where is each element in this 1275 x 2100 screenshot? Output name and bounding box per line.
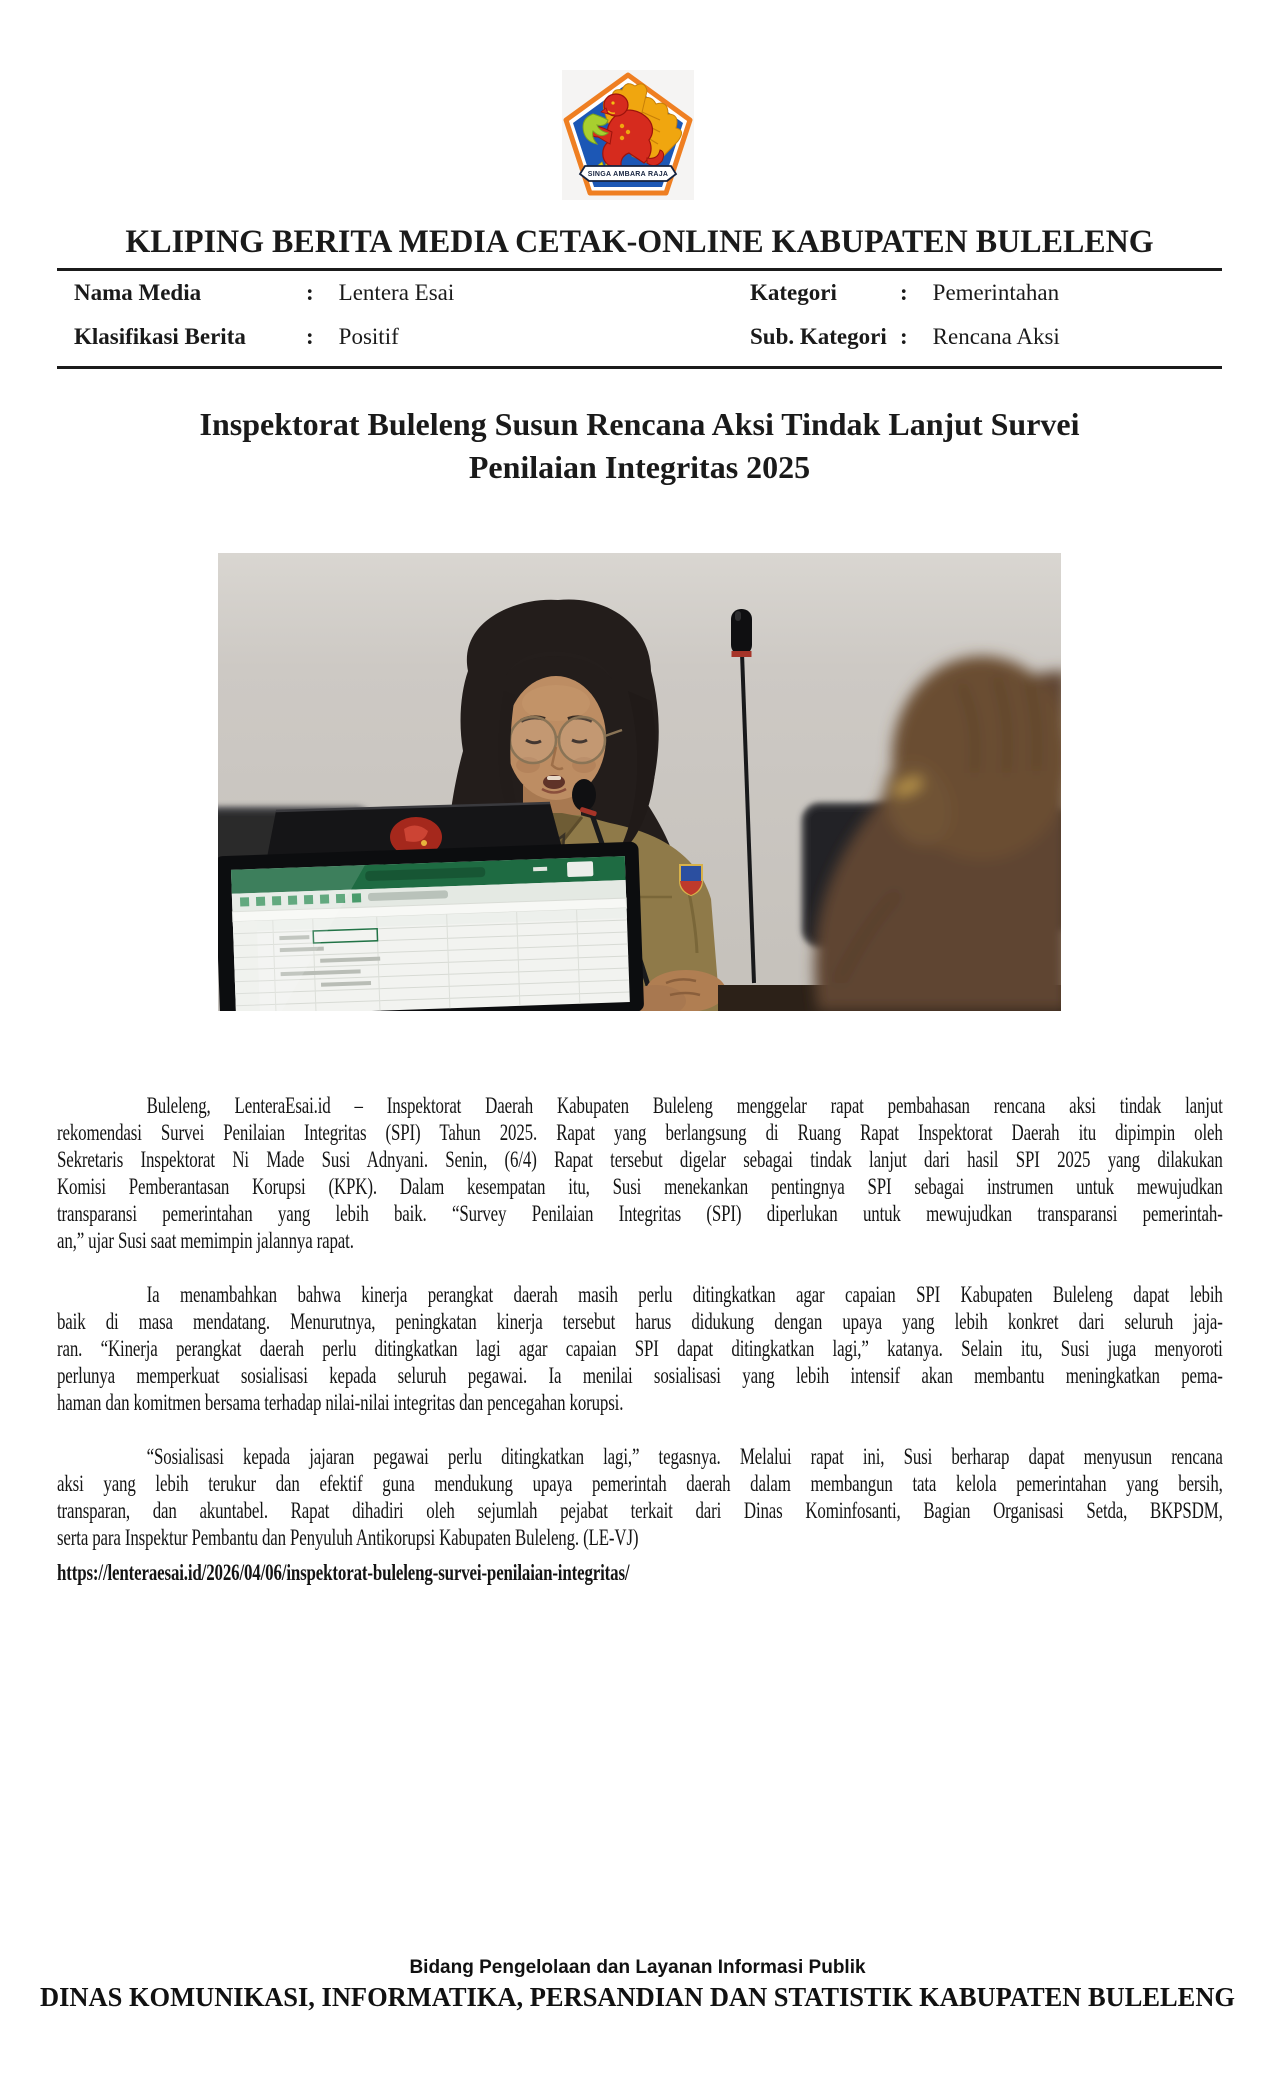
article-source-url[interactable]: https://lenteraesai.id/2026/04/06/inspektorat-buleleng-survei-penilaian-integritas/ [57, 1560, 630, 1585]
meeting-photo-illustration [218, 553, 1061, 1011]
meta-kategori [750, 280, 1059, 306]
article-title-line1: Inspektorat Buleleng Susun Rencana Aksi Tindak Lanjut Survei [199, 406, 1080, 442]
body-line: “Sosialisasi kepada jajaran pegawai perlu ditingkatkan lagi,” tegasnya. Melalui rapat ini, Susi berharap dapat menyusun rencana [146, 1444, 1223, 1469]
footer [0, 1954, 1275, 2013]
logo-banner-text: SINGA AMBARA RAJA [587, 171, 669, 178]
divider-bottom [57, 366, 1222, 369]
meta-colon: : [306, 324, 314, 349]
meta-value: Lentera Esai [338, 280, 455, 305]
body-line: Sekretaris Inspektorat Ni Made Susi Adnyani. Senin, (6/4) Rapat tersebut digelar sebagai tindak lanjut dari hasil SPI 2025 yang dilakukan [57, 1147, 1223, 1172]
body-line: rekomendasi Survei Penilaian Integritas (SPI) Tahun 2025. Rapat yang berlangsung di Ruang Rapat Inspektorat Daerah itu dipimpin oleh [57, 1120, 1223, 1145]
body-line: Ia menambahkan bahwa kinerja perangkat daerah masih perlu ditingkatkan agar capaian SPI Kabupaten Buleleng dapat lebih [146, 1282, 1223, 1307]
body-line: haman dan komitmen bersama terhadap nilai-nilai integritas dan pencegahan korupsi. [57, 1390, 624, 1415]
meta-colon: : [306, 280, 314, 305]
meta-label: Nama Media [74, 280, 202, 305]
pentagon-emblem-icon [562, 70, 694, 200]
body-line: perlunya memperkuat sosialisasi kepada seluruh pegawai. Ia menilai sosialisasi yang lebih intensif akan membantu meningkatkan pema- [57, 1363, 1223, 1388]
footer-agency: DINAS KOMUNIKASI, INFORMATIKA, PERSANDIAN DAN STATISTIK KABUPATEN BULELENG [39, 1982, 1236, 2012]
meta-nama-media [74, 280, 454, 306]
article-title [57, 403, 1222, 489]
meta-value: Rencana Aksi [932, 324, 1060, 349]
body-line: aksi yang lebih terukur dan efektif guna mendukung upaya pemerintah daerah dalam membangun tata kelola pemerintahan yang bersih, [57, 1471, 1223, 1496]
body-line: transparan, dan akuntabel. Rapat dihadiri oleh sejumlah pejabat terkait dari Dinas Kominfosanti, Bagian Organisasi Setda, BKPSDM, [57, 1498, 1223, 1523]
divider-top [57, 268, 1222, 271]
body-line: Buleleng, LenteraEsai.id – Inspektorat Daerah Kabupaten Buleleng menggelar rapat pembahasan rencana aksi tindak lanjut [146, 1093, 1223, 1118]
footer-division: Bidang Pengelolaan dan Layanan Informasi Publik [409, 1957, 866, 1978]
meta-label: Kategori [750, 280, 837, 305]
meta-value: Positif [338, 324, 399, 349]
laptop-spreadsheet [218, 842, 644, 1011]
meta-colon: : [900, 280, 908, 305]
body-line: baik di masa mendatang. Menurutnya, peningkatan kinerja tersebut harus didukung dengan upaya yang lebih konkret dari seluruh jaja- [57, 1309, 1223, 1334]
metadata-table [57, 276, 1222, 366]
article-photo [218, 553, 1061, 1011]
meta-label: Klasifikasi Berita [74, 324, 246, 349]
paragraph-2 [57, 1281, 1223, 1416]
body-line: serta para Inspektur Pembantu dan Penyuluh Antikorupsi Kabupaten Buleleng. (LE-VJ) [57, 1525, 639, 1550]
buleleng-emblem-logo [562, 70, 694, 200]
body-line: transparansi pemerintahan yang lebih baik. “Survey Penilaian Integritas (SPI) diperlukan untuk mewujudkan transparansi pemerintah- [57, 1201, 1223, 1226]
meta-label: Sub. Kategori [750, 324, 887, 349]
page-title: KLIPING BERITA MEDIA CETAK-ONLINE KABUPATEN BULELENG [125, 224, 1154, 260]
article-title-line2: Penilaian Integritas 2025 [468, 449, 811, 485]
body-line: an,” ujar Susi saat memimpin jalannya rapat. [57, 1228, 354, 1253]
meta-colon: : [900, 324, 908, 349]
meta-klasifikasi-berita [74, 324, 399, 350]
meta-sub-kategori [750, 324, 1060, 350]
article-body [57, 1092, 1223, 1586]
body-line: ran. “Kinerja perangkat daerah perlu ditingkatkan lagi agar capaian SPI dapat ditingkatkan lagi,” katanya. Selain itu, Susi juga menyoroti [57, 1336, 1223, 1361]
paragraph-3 [57, 1443, 1223, 1551]
meta-value: Pemerintahan [932, 280, 1060, 305]
paragraph-1 [57, 1092, 1223, 1254]
body-line: Komisi Pemberantasan Korupsi (KPK). Dalam kesempatan itu, Susi menekankan pentingnya SPI sebagai instrumen untuk mewujudkan [57, 1174, 1223, 1199]
